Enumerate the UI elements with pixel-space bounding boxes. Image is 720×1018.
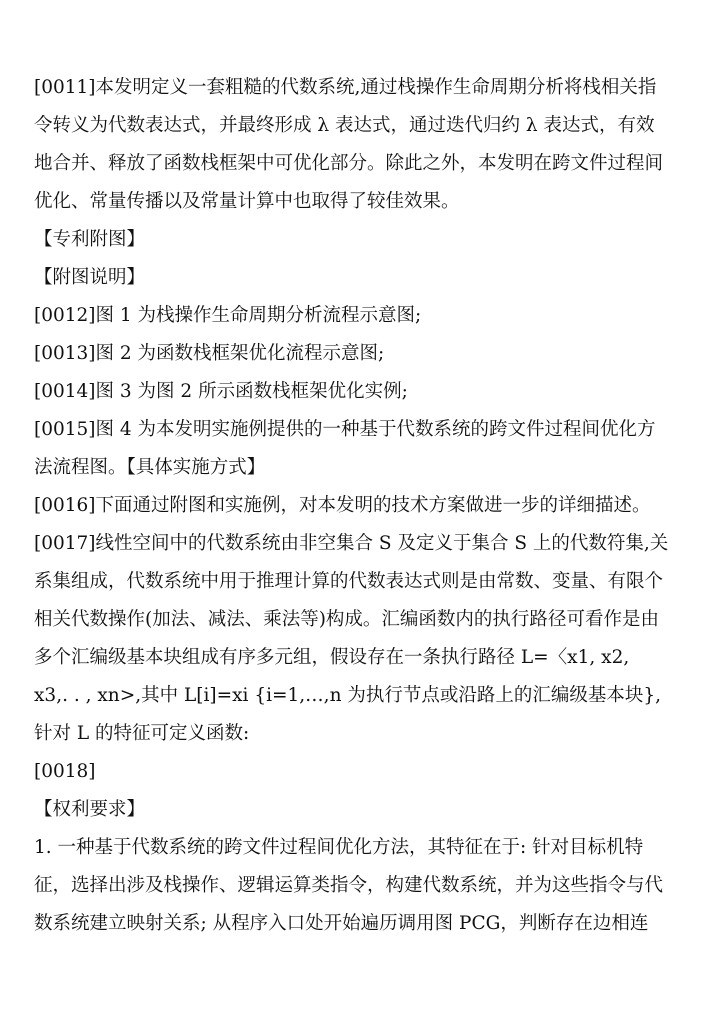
text-line: [0013]图 2 为函数栈框架优化流程示意图; [34, 343, 385, 364]
text-line: [0015]图 4 为本发明实施例提供的一种基于代数系统的跨文件过程间优化方 [34, 419, 656, 440]
text-line: [0014]图 3 为图 2 所示函数栈框架优化实例; [34, 381, 408, 402]
text-line: 相关代数操作(加法、减法、乘法等)构成。汇编函数内的执行路径可看作是由 [34, 609, 659, 630]
text-line: 征，选择出涉及栈操作、逻辑运算类指令，构建代数系统，并为这些指令与代 [34, 875, 664, 896]
text-line: [0012]图 1 为栈操作生命周期分析流程示意图; [34, 305, 422, 326]
text-line: [0011]本发明定义一套粗糙的代数系统,通过栈操作生命周期分析将栈相关指 [34, 77, 657, 98]
section-heading: 【附图说明】 [34, 267, 146, 288]
text-line: 系集组成，代数系统中用于推理计算的代数表达式则是由常数、变量、有限个 [34, 571, 664, 592]
text-line: 令转义为代数表达式，并最终形成 λ 表达式，通过迭代归约 λ 表达式，有效 [34, 115, 655, 136]
text-line: x3,. . , xn>,其中 L[i]=xi {i=1,…,n 为执行节点或沿路上的汇编级基本块}, [34, 685, 662, 706]
text-line: 针对 L 的特征可定义函数: [34, 723, 250, 744]
text-line: 优化、常量传播以及常量计算中也取得了较佳效果。 [34, 191, 460, 212]
section-heading: 【专利附图】 [34, 229, 146, 250]
text-line: 法流程图。【具体实施方式】 [34, 457, 266, 478]
text-line: [0017]线性空间中的代数系统由非空集合 S 及定义于集合 S 上的代数符集,关 [34, 533, 669, 554]
text-line: 地合并、释放了函数栈框架中可优化部分。除此之外，本发明在跨文件过程间 [34, 153, 664, 174]
text-line: [0016]下面通过附图和实施例，对本发明的技术方案做进一步的详细描述。 [34, 495, 651, 516]
section-heading: 【权利要求】 [34, 799, 146, 820]
text-line: 多个汇编级基本块组成有序多元组，假设存在一条执行路径 L=〈x1, x2, [34, 647, 630, 668]
text-line: 数系统建立映射关系; 从程序入口处开始遍历调用图 PCG，判断存在边相连 [34, 913, 649, 934]
text-line: [0018] [34, 761, 96, 782]
text-line: 1. 一种基于代数系统的跨文件过程间优化方法，其特征在于: 针对目标机特 [34, 837, 644, 858]
